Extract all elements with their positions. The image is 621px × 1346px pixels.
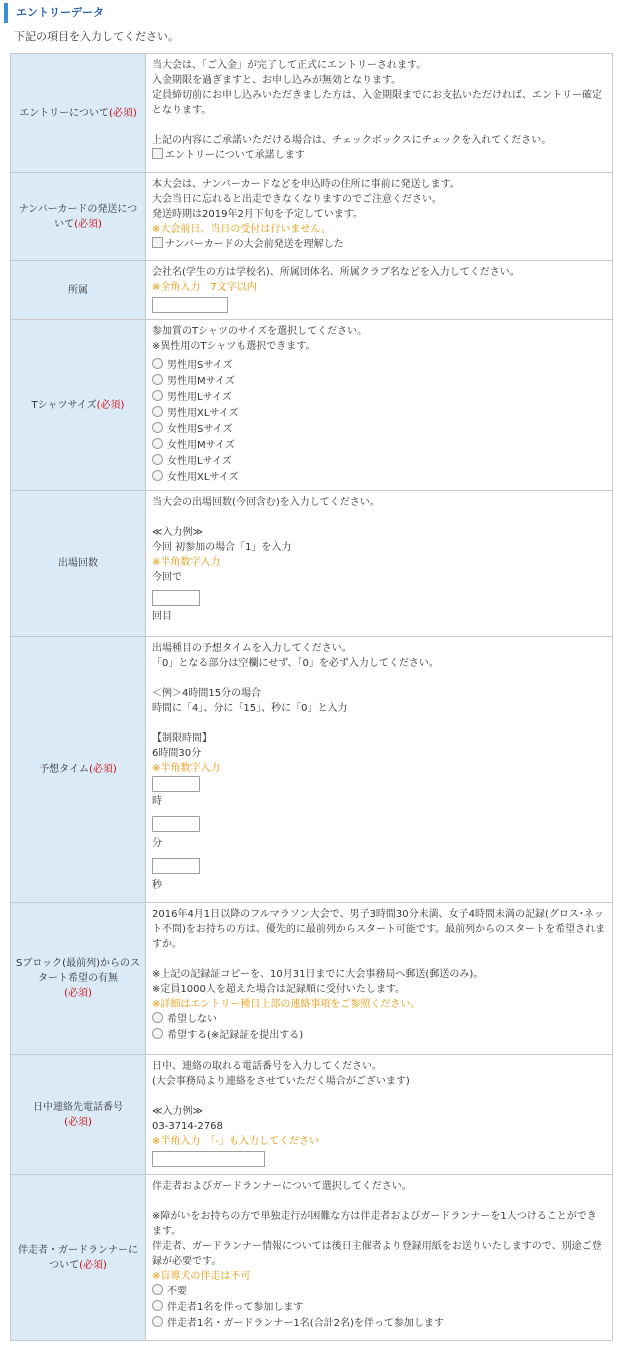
number-card-checkbox-label[interactable]: ナンバーカードの大会前発送を理解した: [152, 237, 606, 252]
radio-button[interactable]: [152, 358, 163, 369]
seconds-input[interactable]: [152, 858, 200, 874]
radio-button[interactable]: [152, 374, 163, 385]
radio-button[interactable]: [152, 406, 163, 417]
row-label: 伴走者・ガードランナーについて(必須): [11, 1175, 146, 1341]
affiliation-input[interactable]: [152, 297, 228, 313]
entry-form-table: [10, 53, 613, 1341]
number-card-checkbox[interactable]: [152, 237, 163, 248]
suffix-text: 回目: [152, 611, 172, 622]
note-text: ※詳細はエントリー種目上部の連絡事項をご参照ください。: [152, 999, 421, 1010]
intro-text: 下記の項目を入力してください。: [14, 30, 179, 43]
info-text: 上記の内容にご承諾いただける場合は、チェックボックスにチェックを入れてください。: [152, 135, 552, 146]
row-label: Sブロック(最前列)からのスタート希望の有無 (必須): [11, 903, 146, 1055]
required-mark: (必須): [109, 107, 137, 119]
required-mark: (必須): [79, 1259, 107, 1271]
row-label: 予想タイム(必須): [11, 637, 146, 903]
limit-text: 6時間30分: [152, 748, 202, 759]
guide-option[interactable]: 伴走者1名を伴って参加します: [152, 1300, 606, 1316]
s-block-option[interactable]: 希望する(※記録証を提出する): [152, 1028, 606, 1044]
row-label: エントリーについて(必須): [11, 54, 146, 173]
prefix-text: 今回で: [152, 572, 182, 583]
s-block-option[interactable]: 希望しない: [152, 1012, 606, 1028]
info-text: 参加賞のTシャツのサイズを選択してください。: [152, 326, 368, 337]
info-text: 本大会は、ナンバーカードなどを申込時の住所に事前に発送します。: [152, 179, 460, 190]
info-text: 入金期限を過ぎますと、お申し込みが無効となります。: [152, 75, 402, 86]
info-text: 日中、連絡の取れる電話番号を入力してください。: [152, 1061, 382, 1072]
tshirt-option[interactable]: 男性用Sサイズ: [152, 358, 606, 374]
radio-button[interactable]: [152, 454, 163, 465]
example-text: 今回 初参加の場合「1」を入力: [152, 542, 292, 553]
guide-option[interactable]: 伴走者1名・ガードランナー1名(合計2名)を伴って参加します: [152, 1316, 606, 1332]
row-label: 所属: [11, 261, 146, 320]
row-label: 日中連絡先電話番号 (必須): [11, 1055, 146, 1175]
radio-button[interactable]: [152, 390, 163, 401]
note-text: ※半角入力 「-」も入力してください: [152, 1136, 319, 1147]
radio-button[interactable]: [152, 422, 163, 433]
info-text: ※定員1000人を超えた場合は記録順に受付いたします。: [152, 984, 406, 995]
required-mark: (必須): [74, 218, 102, 230]
row-label: 出場回数: [11, 491, 146, 637]
unit-label: 時: [152, 796, 162, 807]
note-text: ※全角入力 7文字以内: [152, 282, 257, 293]
tshirt-option[interactable]: 男性用XLサイズ: [152, 406, 606, 422]
required-mark: (必須): [64, 1116, 92, 1128]
row-s-block: [11, 903, 613, 1055]
radio-button[interactable]: [152, 438, 163, 449]
info-text: 伴走者、ガードランナー情報については後日主催者より登録用紙をお送りいたしますので、別途ご登録が必要です。: [152, 1241, 602, 1267]
info-text: 会社名(学生の方は学校名)、所属団体名、所属クラブ名などを入力してください。: [152, 267, 520, 278]
guide-option[interactable]: 不要: [152, 1284, 606, 1300]
row-expected-time: [11, 637, 613, 903]
info-text: 当大会は、「ご入金」が完了して正式にエントリーされます。: [152, 60, 427, 71]
info-text: ※異性用のTシャツも選択できます。: [152, 341, 316, 352]
note-text: ※半角数字入力: [152, 763, 221, 774]
example-text: 時間に「4」、分に「15」、秒に「0」と入力: [152, 703, 348, 714]
tshirt-option[interactable]: 女性用Mサイズ: [152, 438, 606, 454]
info-text: 「0」となる部分は空欄にせず、「0」を必ず入力してください。: [152, 658, 439, 669]
info-text: 当大会の出場回数(今回含む)を入力してください。: [152, 497, 380, 508]
row-guide-runner: [11, 1175, 613, 1341]
row-daytime-phone: [11, 1055, 613, 1175]
radio-button[interactable]: [152, 470, 163, 481]
radio-button[interactable]: [152, 1284, 163, 1295]
minutes-input[interactable]: [152, 816, 200, 832]
radio-button[interactable]: [152, 1316, 163, 1327]
required-mark: (必須): [89, 764, 117, 775]
note-text: ※大会前日、当日の受付は行いません。: [152, 224, 331, 235]
example-title: ≪入力例≫: [152, 527, 203, 538]
required-mark: (必須): [64, 988, 92, 999]
row-affiliation: [11, 261, 613, 320]
row-appearances: [11, 491, 613, 637]
note-text: ※盲導犬の伴走は不可: [152, 1271, 251, 1282]
info-text: 発送時期は2019年2月下旬を予定しています。: [152, 209, 364, 220]
info-text: (大会事務局より連絡をさせていただく場合がございます): [152, 1076, 410, 1087]
info-text: 大会当日に忘れると出走できなくなりますのでご注意ください。: [152, 194, 442, 205]
entry-consent-checkbox-label[interactable]: エントリーについて承諾します: [152, 148, 606, 163]
radio-button[interactable]: [152, 1300, 163, 1311]
tshirt-option[interactable]: 女性用Lサイズ: [152, 454, 606, 470]
row-tshirt: [11, 320, 613, 491]
radio-button[interactable]: [152, 1012, 163, 1023]
info-text: 伴走者およびガードランナーについて選択してください。: [152, 1181, 412, 1192]
info-text: ※上記の記録証コピーを、10月31日までに大会事務局へ郵送(郵送のみ)。: [152, 969, 484, 980]
tshirt-option[interactable]: 女性用Sサイズ: [152, 422, 606, 438]
info-text: ※障がいをお持ちの方で単独走行が困難な方は伴走者およびガードランナーを1人つけることができます。: [152, 1211, 597, 1237]
note-text: ※半角数字入力: [152, 557, 221, 568]
info-text: 2016年4月1日以降のフルマラソン大会で、男子3時間30分未満、女子4時間未満の記録(グロス･ネット不問)をお持ちの方は、優先的に最前列からスタート可能です。最前列からのスタートを希望されますか。: [152, 909, 606, 950]
unit-label: 秒: [152, 880, 162, 891]
example-title: ≪入力例≫: [152, 1106, 203, 1117]
section-title: エントリーデータ: [4, 3, 621, 23]
row-number-card: [11, 173, 613, 261]
example-text: 03-3714-2768: [152, 1121, 223, 1132]
row-label: Tシャツサイズ(必須): [11, 320, 146, 491]
tshirt-option[interactable]: 女性用XLサイズ: [152, 470, 606, 486]
row-entry-consent: [11, 54, 613, 173]
required-mark: (必須): [96, 399, 125, 411]
tshirt-option[interactable]: 男性用Mサイズ: [152, 374, 606, 390]
example-text: ＜例＞4時間15分の場合: [152, 688, 262, 699]
tshirt-option[interactable]: 男性用Lサイズ: [152, 390, 606, 406]
appearances-input[interactable]: [152, 590, 200, 606]
unit-label: 分: [152, 838, 162, 849]
row-label: ナンバーカードの発送について(必須): [11, 173, 146, 261]
info-text: 出場種目の予想タイムを入力してください。: [152, 643, 352, 654]
limit-title: 【制限時間】: [152, 733, 212, 744]
radio-button[interactable]: [152, 1028, 163, 1039]
hours-input[interactable]: [152, 776, 200, 792]
info-text: 定員締切前にお申し込みいただきました方は、入金期限までにお支払いただければ、エントリー確定となります。: [152, 90, 602, 116]
phone-input[interactable]: [152, 1151, 265, 1167]
entry-consent-checkbox[interactable]: [152, 148, 163, 159]
